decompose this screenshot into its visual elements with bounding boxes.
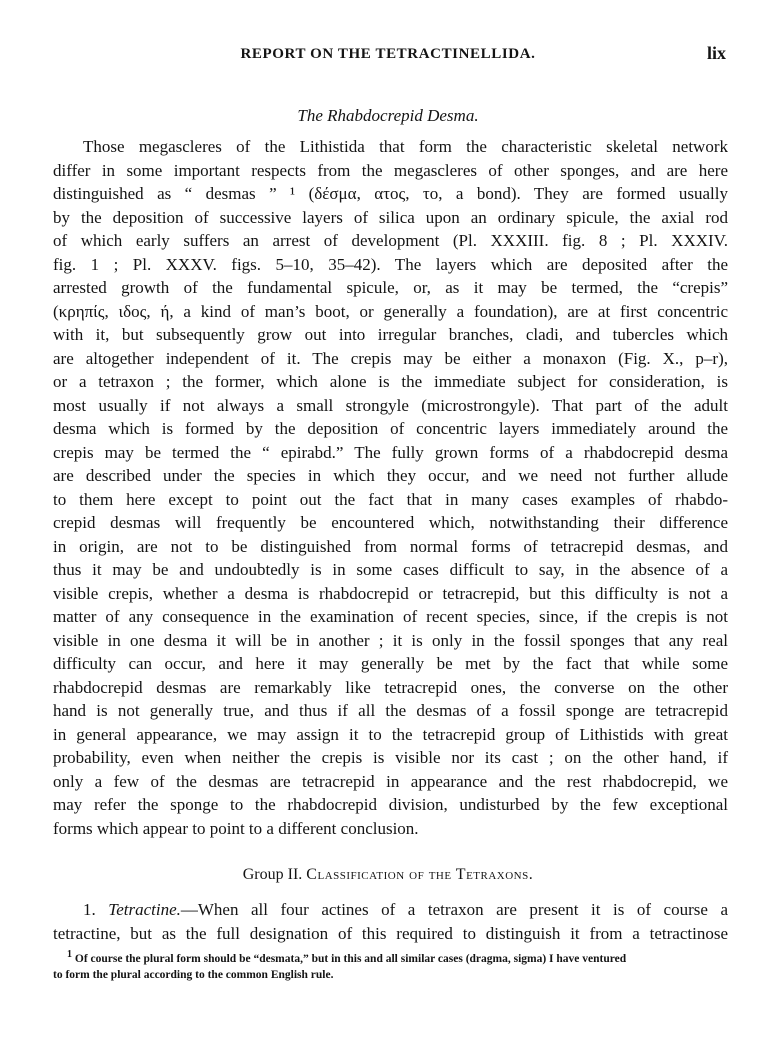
footnote-marker: 1 bbox=[67, 949, 72, 961]
paragraph-line: difficulty can occur, and here it may generally be met by the fact that while some bbox=[53, 654, 728, 673]
group-heading-prefix: Group II. bbox=[242, 866, 303, 883]
paragraph-line: of which early suffers an arrest of development (Pl. XXXIII. fig. 8 ; Pl. XXXIV. bbox=[53, 231, 728, 250]
paragraph-line: distinguished as “ desmas ” ¹ (δέσμα, ατος, το, a bond). They are formed usually bbox=[53, 184, 728, 203]
paragraph-tetractine bbox=[53, 898, 728, 945]
paragraph-line: or a tetraxon ; the former, which alone is the immediate subject for consideration, is bbox=[53, 372, 728, 391]
paragraph-line: by the deposition of successive layers of silica upon an ordinary spicule, the axial rod bbox=[53, 207, 728, 227]
paragraph-line bbox=[53, 898, 728, 922]
paragraph-line: tetractine, but as the full designation of this required to distinguish it from a tetractinose bbox=[53, 923, 728, 943]
paragraph-line: with it, but subsequently grow out into irregular branches, cladi, and tubercles which bbox=[53, 325, 728, 344]
paragraph-line: arrested growth of the fundamental spicule, or, as it may be termed, the “crepis” bbox=[53, 278, 728, 297]
term-tetractine: Tetractine. bbox=[108, 900, 181, 919]
running-title: REPORT ON THE TETRACTINELLIDA. bbox=[240, 46, 536, 62]
paragraph-line: probability, even when neither the crepis is visible nor its cast ; on the other hand, if bbox=[53, 748, 728, 767]
paragraph-line: fig. 1 ; Pl. XXXV. figs. 5–10, 35–42). The layers which are deposited after the bbox=[53, 254, 728, 274]
paragraph-line: may refer the sponge to the rhabdocrepid division, undisturbed by the few exceptional bbox=[53, 795, 728, 814]
paragraph-line: to them here except to point out the fact that in many cases examples of rhabdo- bbox=[53, 489, 728, 509]
paragraph-line-text: —When all four actines of a tetraxon are present it is of course a bbox=[180, 900, 729, 919]
footnote-text: Of course the plural form should be “desmata,” but in this and all similar cases (dragma, sigma) I have ventured bbox=[74, 953, 627, 965]
paragraph-line: most usually if not always a small strongyle (microstrongyle). That part of the adult bbox=[53, 395, 728, 415]
paragraph-line: crepis may be termed the “ epirabd.” The fully grown forms of a rhabdocrepid desma bbox=[53, 442, 728, 462]
paragraph-line: visible crepis, whether a desma is rhabdocrepid or tetracrepid, but this difficulty is not a bbox=[53, 583, 728, 603]
paragraph-line: Those megascleres of the Lithistida that form the characteristic skeletal network bbox=[83, 137, 728, 156]
paragraph-line: visible in one desma it will be in another ; it is only in the fossil sponges that any real bbox=[53, 630, 728, 650]
group-heading-title: Classification of the Tetraxons. bbox=[306, 866, 534, 883]
paragraph-line: only a few of the desmas are tetracrepid in appearance and the rest rhabdocrepid, we bbox=[53, 771, 728, 791]
footnote-line: to form the plural according to the common English rule. bbox=[53, 969, 334, 981]
paragraph-line: rhabdocrepid desmas are remarkably like tetracrepid ones, the converse on the other bbox=[53, 677, 728, 697]
footnote bbox=[53, 951, 728, 983]
footnote-line bbox=[53, 951, 728, 967]
group-heading bbox=[0, 866, 776, 884]
paragraph-line: in origin, are not to be distinguished from normal forms of tetracrepid desmas, and bbox=[53, 536, 728, 556]
paragraph-line: in general appearance, we may assign it to the tetracrepid group of Lithistids with great bbox=[53, 724, 728, 744]
paragraph-line: hand is not generally true, and thus if all the desmas of a fossil sponge are tetracrepid bbox=[53, 701, 728, 720]
paragraph-rhabdocrepid-desma bbox=[53, 135, 728, 840]
paragraph-line: thus it may be and undoubtedly is in some cases difficult to say, in the absence of a bbox=[53, 560, 728, 579]
paragraph-line: differ in some important respects from the megascleres of other sponges, and are here bbox=[53, 160, 728, 180]
paragraph-line: crepid desmas will frequently be encountered which, notwithstanding their difference bbox=[53, 513, 728, 532]
paragraph-line: are altogether independent of it. The crepis may be either a monaxon (Fig. X., p–r), bbox=[53, 348, 728, 368]
section-title: The Rhabdocrepid Desma. bbox=[297, 106, 479, 125]
running-head bbox=[0, 43, 776, 70]
paragraph-line: desma which is formed by the deposition of concentric layers immediately around the bbox=[53, 419, 728, 438]
paragraph-line: (κρηπίς, ιδος, ή, a kind of man’s boot, or generally a foundation), are at first concentric bbox=[53, 301, 728, 321]
paragraph-line: matter of any consequence in the examination of recent species, since, if the crepis is not bbox=[53, 607, 728, 626]
page-number: lix bbox=[706, 43, 726, 63]
paragraph-number: 1. bbox=[83, 900, 96, 919]
paragraph-line: are described under the species in which they occur, and we need not further allude bbox=[53, 466, 728, 485]
paragraph-line: forms which appear to point to a different conclusion. bbox=[53, 818, 419, 838]
